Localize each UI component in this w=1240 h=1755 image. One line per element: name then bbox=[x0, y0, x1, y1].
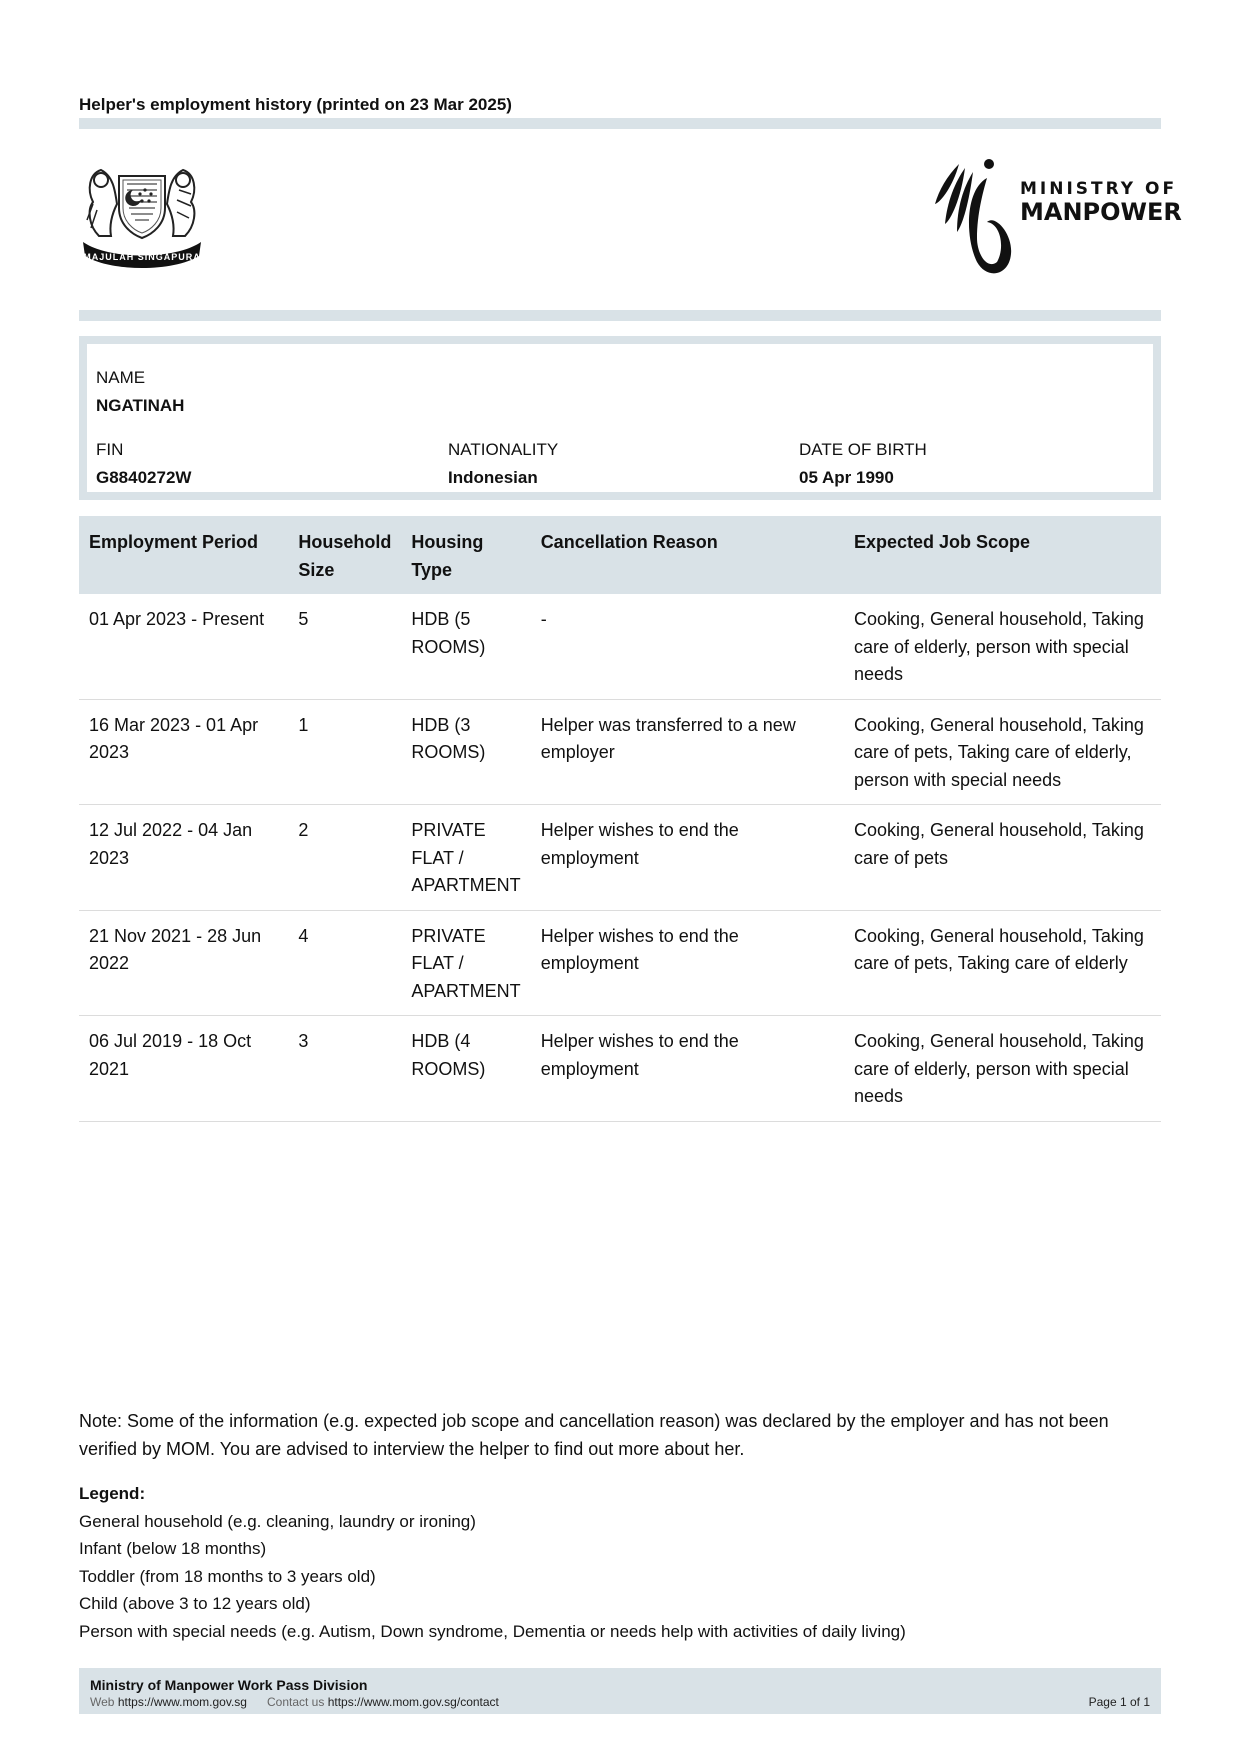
legend-item: General household (e.g. cleaning, laundry or ironing) bbox=[79, 1511, 476, 1531]
job-scope-cell: Cooking, General household, Taking care of pets bbox=[844, 805, 1161, 911]
employment-period-cell: 01 Apr 2023 - Present bbox=[79, 594, 288, 699]
job-scope-cell: Cooking, General household, Taking care of elderly, person with special needs bbox=[844, 1016, 1161, 1122]
nationality-value: Indonesian bbox=[448, 468, 538, 487]
column-header-cancellation-reason: Cancellation Reason bbox=[531, 516, 844, 594]
nationality-label: NATIONALITY bbox=[448, 440, 559, 459]
household-size-cell: 3 bbox=[288, 1016, 401, 1122]
household-size-cell: 1 bbox=[288, 699, 401, 805]
cancellation-reason-cell: - bbox=[531, 594, 844, 699]
page-number: Page 1 of 1 bbox=[1088, 1695, 1150, 1709]
header-divider bbox=[79, 118, 1161, 129]
legend-title: Legend: bbox=[79, 1484, 146, 1503]
page-footer bbox=[79, 1668, 1161, 1714]
contact-link[interactable]: https://www.mom.gov.sg/contact bbox=[327, 1695, 499, 1709]
dob-value: 05 Apr 1990 bbox=[799, 468, 894, 487]
legend-item: Toddler (from 18 months to 3 years old) bbox=[79, 1566, 376, 1586]
employment-period-cell: 06 Jul 2019 - 18 Oct 2021 bbox=[79, 1016, 288, 1122]
contact-label: Contact us bbox=[266, 1695, 325, 1709]
ministry-line-1: MINISTRY OF bbox=[1020, 179, 1178, 199]
household-size-cell: 4 bbox=[288, 910, 401, 1016]
personal-info-box bbox=[79, 336, 1161, 500]
cancellation-reason-cell: Helper wishes to end the employment bbox=[531, 910, 844, 1016]
cancellation-reason-cell: Helper was transferred to a new employer bbox=[531, 699, 844, 805]
job-scope-cell: Cooking, General household, Taking care of elderly, person with special needs bbox=[844, 594, 1161, 699]
mom-logo bbox=[925, 158, 1182, 278]
column-header-employment-period: Employment Period bbox=[79, 516, 288, 594]
name-value: NGATINAH bbox=[96, 396, 185, 415]
employment-period-cell: 12 Jul 2022 - 04 Jan 2023 bbox=[79, 805, 288, 911]
fin-value: G8840272W bbox=[96, 468, 192, 487]
name-label: NAME bbox=[96, 368, 146, 387]
cancellation-reason-cell: Helper wishes to end the employment bbox=[531, 1016, 844, 1122]
job-scope-cell: Cooking, General household, Taking care of pets, Taking care of elderly, person with special needs bbox=[844, 699, 1161, 805]
column-header-household-size: Household Size bbox=[288, 516, 401, 594]
legend-item: Child (above 3 to 12 years old) bbox=[79, 1594, 311, 1613]
housing-type-cell: HDB (5 ROOMS) bbox=[401, 594, 530, 699]
legend-item: Person with special needs (e.g. Autism, Down syndrome, Dementia or needs help with activities of daily living) bbox=[79, 1621, 906, 1641]
document-title: Helper's employment history (printed on 23 Mar 2025) bbox=[79, 95, 512, 114]
dob-label: DATE OF BIRTH bbox=[799, 440, 927, 459]
employment-period-cell: 16 Mar 2023 - 01 Apr 2023 bbox=[79, 699, 288, 805]
table-row bbox=[79, 910, 1161, 1016]
verification-note: Note: Some of the information (e.g. expected job scope and cancellation reason) was declared by the employer and has not been verified by MOM. You are advised to interview the helper to find out more about her. bbox=[79, 1411, 1109, 1459]
legend-item: Infant (below 18 months) bbox=[79, 1539, 267, 1558]
section-divider bbox=[79, 310, 1161, 321]
housing-type-cell: PRIVATE FLAT / APARTMENT bbox=[401, 910, 530, 1016]
table-header-row bbox=[79, 516, 1161, 594]
column-header-housing-type: Housing Type bbox=[401, 516, 530, 594]
table-row bbox=[79, 699, 1161, 805]
crest-motto: MAJULAH SINGAPURA bbox=[83, 252, 201, 262]
table-row bbox=[79, 594, 1161, 699]
cancellation-reason-cell: Helper wishes to end the employment bbox=[531, 805, 844, 911]
ministry-line-2: MANPOWER bbox=[1020, 198, 1182, 226]
employment-period-cell: 21 Nov 2021 - 28 Jun 2022 bbox=[79, 910, 288, 1016]
housing-type-cell: HDB (4 ROOMS) bbox=[401, 1016, 530, 1122]
employment-history-table bbox=[79, 516, 1161, 1122]
household-size-cell: 2 bbox=[288, 805, 401, 911]
footer-links bbox=[90, 1695, 499, 1709]
housing-type-cell: PRIVATE FLAT / APARTMENT bbox=[401, 805, 530, 911]
table-row bbox=[79, 805, 1161, 911]
footer-org-name: Ministry of Manpower Work Pass Division bbox=[90, 1677, 368, 1693]
household-size-cell: 5 bbox=[288, 594, 401, 699]
singapore-crest-logo bbox=[79, 160, 205, 272]
web-link[interactable]: https://www.mom.gov.sg bbox=[117, 1695, 247, 1709]
web-label: Web bbox=[90, 1695, 115, 1709]
legend bbox=[79, 1480, 906, 1645]
housing-type-cell: HDB (3 ROOMS) bbox=[401, 699, 530, 805]
column-header-expected-job-scope: Expected Job Scope bbox=[844, 516, 1161, 594]
table-row bbox=[79, 1016, 1161, 1122]
fin-label: FIN bbox=[96, 440, 124, 459]
job-scope-cell: Cooking, General household, Taking care of pets, Taking care of elderly bbox=[844, 910, 1161, 1016]
